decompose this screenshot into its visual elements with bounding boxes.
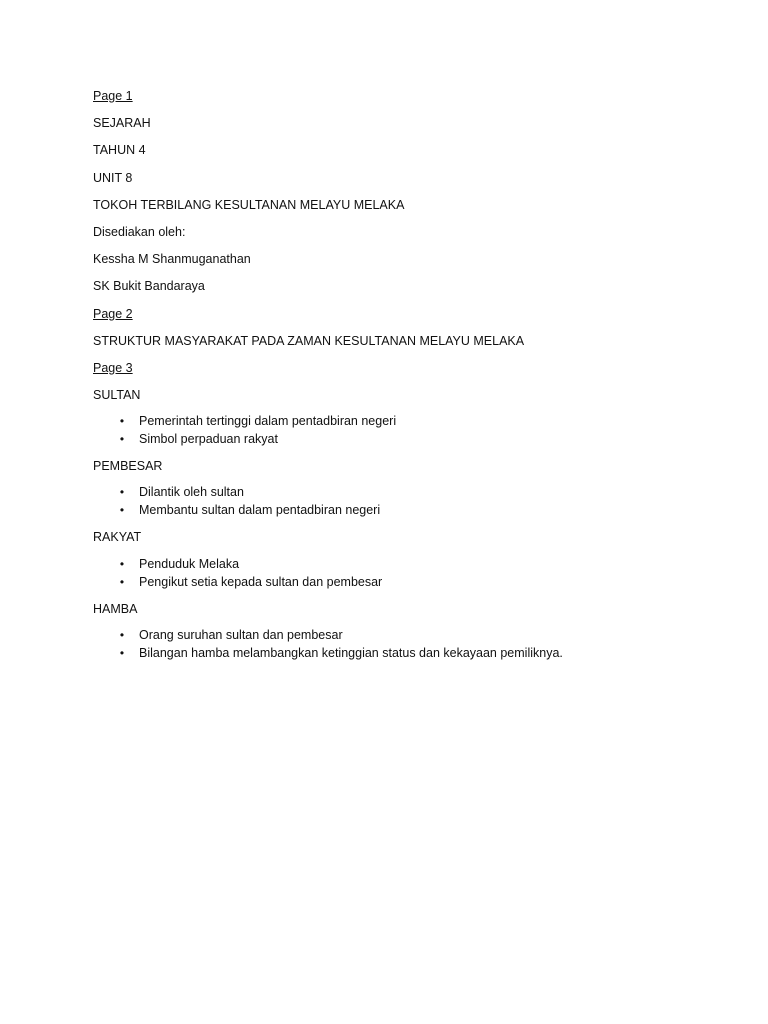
pembesar-bullet-list — [93, 483, 768, 519]
list-item-text: Penduduk Melaka — [139, 556, 240, 571]
section-heading-sultan: SULTAN — [93, 388, 141, 403]
list-item — [93, 555, 768, 573]
list-item — [93, 626, 768, 644]
rakyat-bullet-list — [93, 555, 768, 591]
prepared-by-label: Disediakan oleh: — [93, 224, 186, 239]
topic-title: TOKOH TERBILANG KESULTANAN MELAYU MELAKA — [93, 197, 405, 212]
bullet-icon: • — [119, 432, 125, 447]
bullet-icon: • — [119, 414, 125, 429]
page-1-label: Page 1 — [93, 89, 133, 103]
list-item — [93, 501, 768, 519]
bullet-icon: • — [119, 627, 125, 642]
sultan-bullet-list — [93, 412, 768, 448]
list-item-text: Pengikut setia kepada sultan dan pembesar — [139, 574, 383, 589]
subject-title: SEJARAH — [93, 116, 151, 131]
bullet-icon: • — [119, 556, 125, 571]
list-item — [93, 483, 768, 501]
author-name: Kessha M Shanmuganathan — [93, 252, 251, 267]
list-item-text: Orang suruhan sultan dan pembesar — [139, 627, 343, 642]
section-heading-hamba: HAMBA — [93, 601, 138, 616]
hamba-bullet-list — [93, 626, 768, 662]
list-item-text: Dilantik oleh sultan — [139, 485, 244, 500]
list-item-text: Simbol perpaduan rakyat — [139, 432, 278, 447]
list-item-text: Membantu sultan dalam pentadbiran negeri — [139, 503, 381, 518]
list-item — [93, 573, 768, 591]
list-item-text: Bilangan hamba melambangkan ketinggian status dan kekayaan pemiliknya. — [139, 645, 563, 660]
page-3-label: Page 3 — [93, 360, 133, 375]
list-item-text: Pemerintah tertinggi dalam pentadbiran negeri — [139, 414, 397, 429]
section-heading-pembesar: PEMBESAR — [93, 459, 163, 474]
page-2-title: STRUKTUR MASYARAKAT PADA ZAMAN KESULTANAN MELAYU MELAKA — [93, 333, 525, 348]
bullet-icon: • — [119, 645, 125, 660]
list-item — [93, 412, 768, 430]
unit-label: UNIT 8 — [93, 170, 133, 185]
school-name: SK Bukit Bandaraya — [93, 279, 205, 294]
year-label: TAHUN 4 — [93, 143, 146, 158]
bullet-icon: • — [119, 574, 125, 589]
list-item — [93, 430, 768, 448]
bullet-icon: • — [119, 503, 125, 518]
page-2-label: Page 2 — [93, 306, 133, 321]
section-heading-rakyat: RAKYAT — [93, 530, 142, 545]
list-item — [93, 644, 768, 662]
bullet-icon: • — [119, 485, 125, 500]
